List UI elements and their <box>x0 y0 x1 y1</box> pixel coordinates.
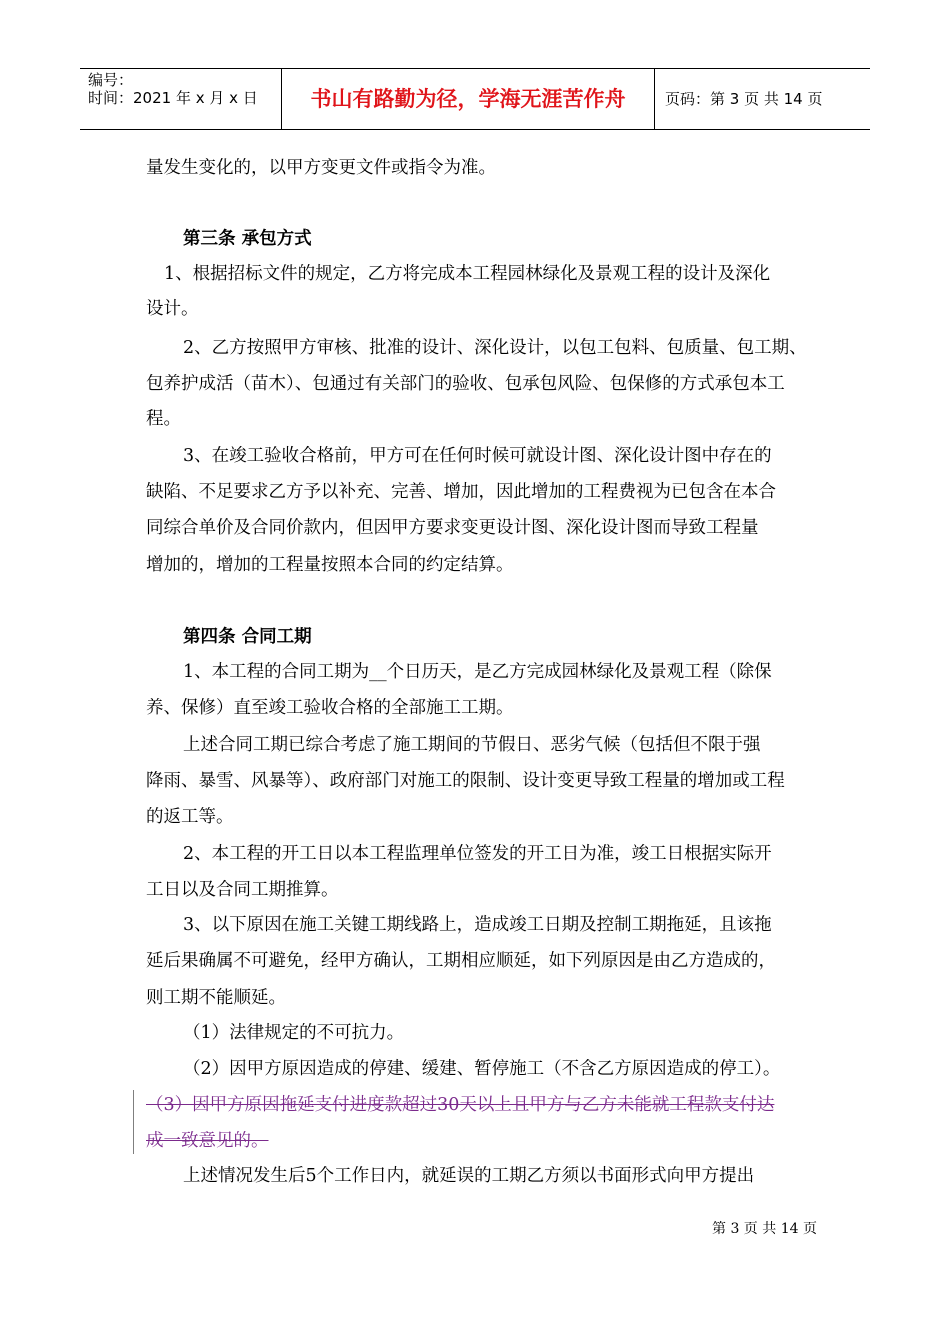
header-meta <box>80 69 282 129</box>
list-item: （2）因甲方原因造成的停建、缓建、暂停施工（不含乙方原因造成的停工）。 <box>183 1059 781 1079</box>
section-heading-4: 第四条 合同工期 <box>183 627 312 647</box>
body-line: 上述情况发生后5个工作日内，就延误的工期乙方须以书面形式向甲方提出 <box>183 1166 755 1186</box>
header-page-info: 页码：第 3 页 共 14 页 <box>665 90 823 108</box>
body-line: 则工期不能顺延。 <box>146 988 286 1008</box>
deleted-list-item: 成一致意见的。 <box>146 1131 269 1151</box>
body-line: 程。 <box>146 409 181 429</box>
body-line: 3、在竣工验收合格前，甲方可在任何时候可就设计图、深化设计图中存在的 <box>183 446 772 466</box>
list-item: （1）法律规定的不可抗力。 <box>183 1023 405 1043</box>
page-header <box>80 68 870 130</box>
document-date: 时间：2021 年 x 月 x 日 <box>88 89 258 107</box>
body-line: 同综合单价及合同价款内，但因甲方要求变更设计图、深化设计图而导致工程量 <box>146 518 759 538</box>
body-line: 2、本工程的开工日以本工程监理单位签发的开工日为准，竣工日根据实际开 <box>183 844 772 864</box>
page-footer: 第 3 页 共 14 页 <box>712 1221 817 1237</box>
deleted-list-item: （3）因甲方原因拖延支付进度款超过30天以上且甲方与乙方未能就工程款支付达 <box>146 1095 775 1115</box>
body-line: 量发生变化的，以甲方变更文件或指令为准。 <box>146 158 496 178</box>
body-line: 增加的，增加的工程量按照本合同的约定结算。 <box>146 555 514 575</box>
body-line: 降雨、暴雪、风暴等）、政府部门对施工的限制、设计变更导致工程量的增加或工程 <box>146 771 785 791</box>
section-heading-3: 第三条 承包方式 <box>183 229 312 249</box>
body-line: 3、以下原因在施工关键工期线路上，造成竣工日期及控制工期拖延，且该拖 <box>183 915 772 935</box>
body-line: 2、乙方按照甲方审核、批准的设计、深化设计，以包工包料、包质量、包工期、 <box>183 338 807 358</box>
body-line: 延后果确属不可避免，经甲方确认，工期相应顺延，如下列原因是由乙方造成的， <box>146 951 776 971</box>
revision-bar <box>133 1090 134 1154</box>
body-line: 1、根据招标文件的规定，乙方将完成本工程园林绿化及景观工程的设计及深化 <box>164 264 771 284</box>
body-line: 上述合同工期已综合考虑了施工期间的节假日、恶劣气候（包括但不限于强 <box>183 735 761 755</box>
body-line: 包养护成活（苗木）、包通过有关部门的验收、包承包风险、包保修的方式承包本工 <box>146 374 785 394</box>
body-line: 养、保修）直至竣工验收合格的全部施工工期。 <box>146 698 514 718</box>
body-line: 设计。 <box>146 299 199 319</box>
body-line: 缺陷、不足要求乙方予以补充、完善、增加，因此增加的工程费视为已包含在本合 <box>146 482 776 502</box>
body-line: 的返工等。 <box>146 807 234 827</box>
header-motto: 书山有路勤为径，学海无涯苦作舟 <box>282 69 655 129</box>
document-number-label: 编号： <box>88 71 134 89</box>
body-line: 1、本工程的合同工期为__个日历天，是乙方完成园林绿化及景观工程（除保 <box>183 662 772 682</box>
body-line: 工日以及合同工期推算。 <box>146 880 339 900</box>
